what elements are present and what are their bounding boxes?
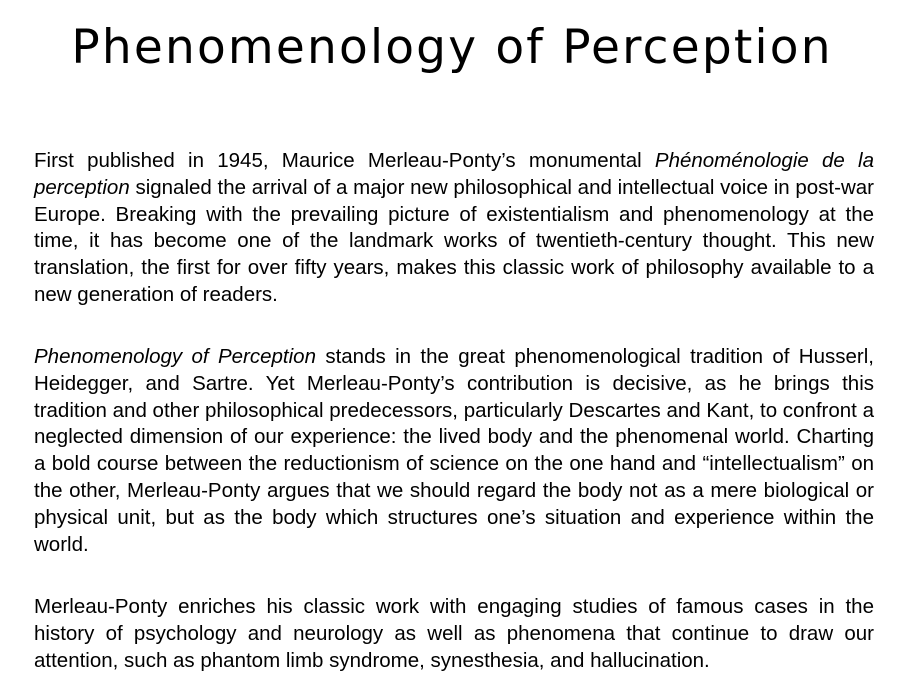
- paragraph-1-italic-title: Phénoménologie de la perception: [34, 149, 874, 199]
- paragraph-case-studies: Merleau-Ponty enriches his classic work with engaging studies of famous cases in the history of psychology and neurology as well as phenomena that continue to draw our attention, such as phantom limb syndrome, synesthesia, and hallucination.: [34, 595, 874, 672]
- paragraph-2-rest: stands in the great phenomenological tradition of Husserl, Heidegger, and Sartre. Yet Merleau-Ponty’s contribution is decisive, as he brings this tradition and other philosophical predecessors, particularly Descartes and Kant, to confront a neglected dimension of our experience: the lived body and the phenomenal world. Charting a bold course between the reductionism of science on the one hand and “intellectualism” on the other, Merleau-Ponty argues that we should regard the body not as a mere biological or physical unit, but as the body which structures one’s situation and experience within the world.: [34, 345, 874, 556]
- paragraph-tradition: [34, 344, 874, 558]
- paragraph-2-italic-title: Phenomenology of Perception: [34, 345, 316, 368]
- paragraph-first-published: [34, 148, 874, 309]
- paragraph-1-lead: First published in 1945, Maurice Merleau-Ponty’s monumental: [34, 149, 655, 172]
- page-title: Phenomenology of Perception: [71, 20, 833, 75]
- paragraph-1-rest: signaled the arrival of a major new philosophical and intellectual voice in post-war Europe. Breaking with the prevailing picture of existentialism and phenomenology at the time, it has become one of the landmark works of twentieth-century thought. This new translation, the first for over fifty years, makes this classic work of philosophy available to a new generation of readers.: [34, 175, 874, 306]
